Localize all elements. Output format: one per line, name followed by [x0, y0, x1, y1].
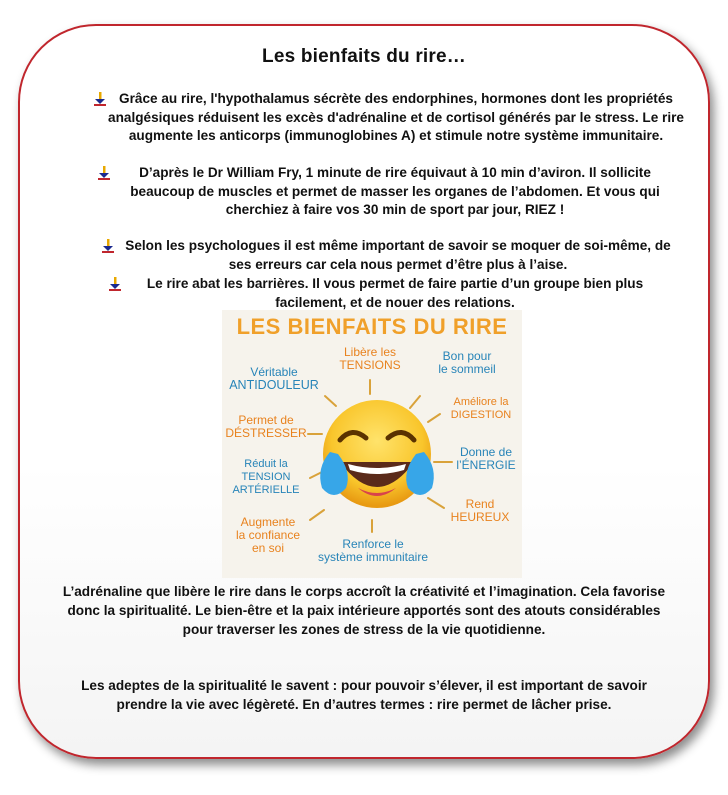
label-tension-arterielle: Réduit la TENSION ARTÉRIELLE [232, 458, 300, 496]
paragraph-creativite: L’adrénaline que libère le rire dans le corps accroît la créativité et l’imagination. Cela favorise donc la spiritualité. Le bien-être et la paix intérieure apportés sont des atouts considérables pour traverser les zones de stress de la vie quotidienne. [62, 584, 666, 637]
label-confiance: Augmente la confiance en soi [235, 515, 301, 555]
bullet-item: Grâce au rire, l'hypothalamus sécrète des endorphines, hormones dont les propriétés analgésiques réduisent les excès d'adrénaline et de cortisol générés par le stress. Le rire augmente les anticorps (immunoglobines A) et stimule notre système immunitaire. [108, 90, 684, 146]
arrow-down-bullet-icon [94, 92, 106, 106]
tears-of-joy-emoji-icon [316, 392, 438, 522]
label-tensions: Libère les TENSIONS [339, 345, 401, 372]
infographic [222, 310, 522, 578]
arrow-down-bullet-icon [102, 239, 114, 253]
label-sommeil: Bon pour le sommeil [438, 349, 496, 376]
arrow-down-bullet-icon [98, 166, 110, 180]
label-immunitaire: Renforce le système immunitaire [317, 537, 429, 564]
bullet-item: D’après le Dr William Fry, 1 minute de rire équivaut à 10 min d’aviron. Il sollicite beaucoup de muscles et permet de masser les organes de l’abdomen. Et vous qui cherchiez à faire vos 30 min de sport par jour, RIEZ ! [115, 164, 675, 220]
paragraph-spiritualite: Les adeptes de la spiritualité le savent : pour pouvoir s’élever, il est important de savoir prendre la vie avec légèreté. En d’autres termes : rire permet de lâcher prise. [81, 678, 647, 712]
label-energie: Donne de l’ÉNERGIE [456, 445, 516, 472]
bullet-item: Le rire abat les barrières. Il vous permet de faire partie d’un groupe bien plus facilement, et de nouer des relations. [125, 275, 665, 312]
bullet-item: Selon les psychologues il est même important de savoir se moquer de soi-même, de ses erreurs car cela nous permet d’être plus à l’aise. [120, 237, 676, 274]
label-destresser: Permet de DÉSTRESSER [225, 413, 307, 440]
page-title: Les bienfaits du rire… [262, 46, 466, 67]
label-digestion: Améliore la DIGESTION [450, 396, 512, 421]
label-antidouleur: Véritable ANTIDOULEUR [229, 365, 319, 392]
arrow-down-bullet-icon [109, 277, 121, 291]
label-heureux: Rend HEUREUX [450, 497, 510, 524]
infographic-title: LES BIENFAITS DU RIRE [236, 314, 508, 339]
